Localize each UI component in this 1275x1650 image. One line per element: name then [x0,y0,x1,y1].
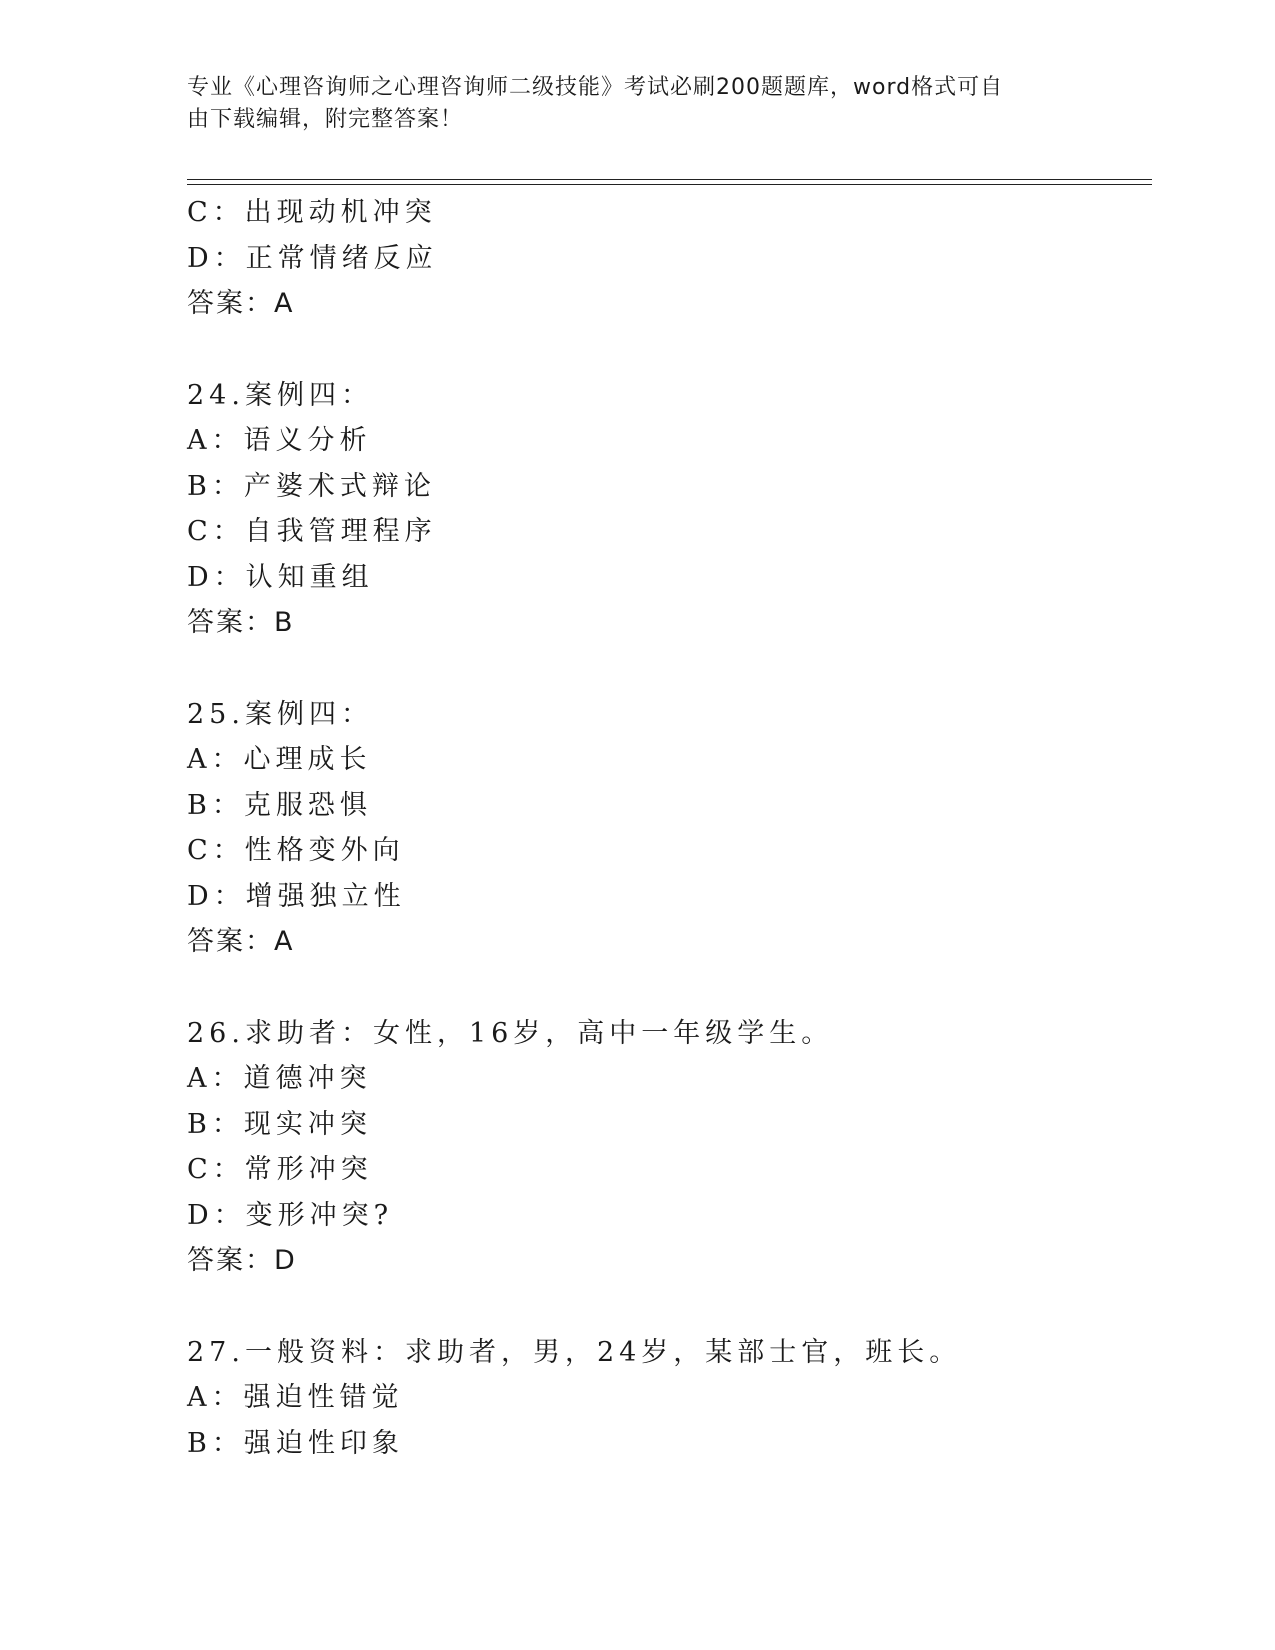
option-b: B：现实冲突 [187,1108,372,1140]
option-c: C：性格变外向 [187,835,405,866]
option-d: D：正常情绪反应 [187,242,438,274]
question-list [187,190,1147,1466]
spacer [187,965,1147,1011]
spacer [187,327,1147,373]
document-header [187,72,1067,136]
option-c: C：出现动机冲突 [187,197,437,228]
header-divider-bottom [187,184,1152,185]
option-a: A：语义分析 [187,425,372,456]
header-title-line-1: 专业《心理咨询师之心理咨询师二级技能》考试必刷200题题库，word格式可自 [187,75,1004,100]
header-divider-top [187,179,1152,180]
option-d: D：变形冲突? [187,1199,394,1231]
option-c: C：常形冲突 [187,1154,373,1185]
option-d: D：增强独立性 [187,880,406,912]
answer-line: 答案：D [187,1245,297,1276]
spacer [187,646,1147,692]
answer-line: 答案：A [187,926,295,957]
option-a: A：道德冲突 [187,1063,372,1094]
answer-line: 答案：B [187,607,295,638]
option-c: C：自我管理程序 [187,516,437,547]
option-d: D：认知重组 [187,561,374,593]
option-b: B：克服恐惧 [187,789,372,821]
question-27-stem: 27.一般资料：求助者，男，24岁，某部士官，班长。 [187,1336,962,1368]
header-title-line-2: 由下载编辑，附完整答案！ [187,107,464,132]
question-26-stem: 26.求助者：女性，16岁，高中一年级学生。 [187,1017,834,1049]
option-a: A：强迫性错觉 [187,1382,404,1413]
question-25-stem: 25.案例四： [187,698,373,730]
option-a: A：心理成长 [187,744,372,775]
answer-line: 答案：A [187,288,295,319]
question-24-stem: 24.案例四： [187,379,373,411]
spacer [187,1284,1147,1330]
option-b: B：产婆术式辩论 [187,470,436,502]
option-b: B：强迫性印象 [187,1427,404,1459]
